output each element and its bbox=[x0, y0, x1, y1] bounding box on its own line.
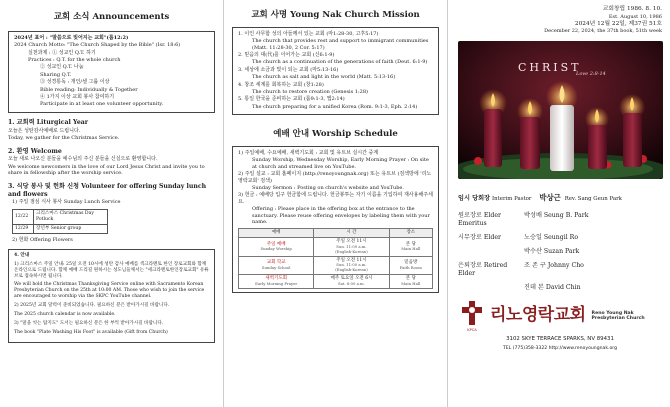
table-cell bbox=[389, 256, 432, 274]
motto-line: ④ 1가지 이상 교회 봉사 참여하기 bbox=[40, 94, 115, 100]
interim-role-en: Interim Pastor bbox=[492, 196, 532, 203]
founded-date-en: Est. August 10, 1986 bbox=[608, 13, 662, 20]
motto-line: Sharing Q.T. bbox=[40, 71, 72, 78]
table-cell bbox=[314, 238, 389, 256]
mission-item-ko: 2. 믿음의 대(代)를 이어가는 교회 (신6:1-9) bbox=[238, 52, 335, 59]
service-place-en: Main Hall bbox=[401, 280, 421, 286]
section-text: We welcome newcomers in the love of our Lord Jesus Christ and invite you to share in fellowship after the worship service. bbox=[8, 163, 205, 177]
service-place-en: Main Hall bbox=[401, 246, 421, 252]
section-title: 2. 환영 Welcome bbox=[8, 147, 62, 155]
schedule-title: 예배 안내 Worship Schedule bbox=[273, 129, 398, 140]
photo-subcaption: Love 2:8-14 bbox=[576, 71, 606, 78]
service-time: 주일 오전 11시 bbox=[336, 257, 367, 263]
interim-name-ko: 박상근 bbox=[539, 193, 561, 203]
schedule-text: 1) 주일예배, 수요예배, 새벽기도회 : 교회 및 유트브 실시간 중계 bbox=[238, 150, 379, 157]
staff-name: 조 존 구 Johnny Cho bbox=[524, 261, 584, 269]
founded-date: 교회창립 1986. 8. 10. bbox=[602, 6, 662, 12]
mission-item-en: The church as salt and light in the world (Matt. 5:13-16) bbox=[252, 74, 396, 81]
motto-line: ② 성교인 Q.T. 나눔 bbox=[40, 64, 84, 71]
section-text: 오늘 새로 나오신 분들을 예수님의 주신 분들을 신실으로 환영합니다. bbox=[8, 156, 158, 163]
table-header: 장소 bbox=[389, 229, 432, 238]
motto-line: Bible reading: Individually & Together bbox=[40, 86, 138, 93]
schedule-text: Offering : Please place in the offering box at the entrance to the sanctuary. Please reuse offering envelopes by labeling them with your name. bbox=[252, 206, 430, 225]
staff-row bbox=[458, 262, 662, 278]
mission-box bbox=[232, 27, 439, 115]
table-row bbox=[239, 275, 433, 289]
mission-item-ko: 5. 통일 한국을 준비하는 교회 (롬9:1-3, 엡2:14) bbox=[238, 96, 345, 103]
section-title: 3. 식당 봉사 및 헌화 신청 Volunteer for offering Sunday lunch and flowers bbox=[8, 182, 207, 198]
motto-line: 2024년 표어 : "말씀으로 빚어지는 교회"(롬12:2) bbox=[14, 34, 129, 41]
staff-list bbox=[458, 193, 662, 292]
service-name: 주일 예배 bbox=[266, 241, 286, 247]
church-address: 3102 SKYE TERRACE SPARKS, NV 89431 bbox=[506, 335, 614, 342]
notice-box bbox=[8, 249, 215, 343]
schedule-text: Sunday Worship, Wednesday Worship, Early Morning Prayer : On site at church and streamed live on YouTube. bbox=[252, 157, 429, 170]
table-cell bbox=[389, 275, 432, 289]
table-cell bbox=[314, 275, 389, 289]
staff-role: 시무장로 Elder bbox=[458, 233, 501, 241]
motto-line: 2024 Church Motto: "The Church Shaped by the Bible" (Isr. 18:6) bbox=[14, 42, 181, 49]
table-header: 시 간 bbox=[314, 229, 389, 238]
section-title: 1. 교회력 Liturgical Year bbox=[8, 118, 89, 126]
staff-row bbox=[458, 193, 662, 203]
table-cell bbox=[389, 238, 432, 256]
notice-text: The book "Plate Washing His Foot" is available (Gift from Church) bbox=[14, 329, 168, 335]
staff-name: 노승일 Seungil Ro bbox=[524, 233, 579, 241]
service-time: 매주 토요일 오전 6시 bbox=[330, 276, 373, 282]
motto-line: Practices : Q.T. for the whole church bbox=[28, 57, 121, 64]
staff-row bbox=[458, 284, 662, 292]
table-row bbox=[239, 238, 433, 256]
motto-line: ③ 성경통독 : 개인/셀 그룹 이상 bbox=[40, 79, 110, 86]
bulletin-meta bbox=[458, 6, 662, 35]
schedule-table bbox=[238, 228, 433, 288]
motto-box bbox=[8, 31, 215, 113]
section-text: 2) 헌화 Offering Flowers bbox=[12, 236, 73, 243]
announcements-column bbox=[0, 0, 224, 407]
church-contact: TEL (775)358-3322 http://www.renoyoungnak.org bbox=[502, 345, 618, 351]
kpca-label: KPCA bbox=[467, 328, 477, 333]
interim-role-ko: 임시 당회장 bbox=[458, 195, 491, 203]
service-time: 주일 오전 11시 bbox=[336, 239, 367, 245]
service-name-en: Sunday Worship bbox=[260, 246, 292, 252]
service-name-en: Sunday School bbox=[261, 264, 291, 270]
table-cell: 크리스마스 Christmas Day Potluck bbox=[34, 209, 108, 224]
schedule-text: 3) 헌금 : 예배당 입구 헌금함에 드립니다. 헌금봉투는 자기 이름을 기입하여 재사용해주세요. bbox=[238, 192, 433, 205]
table-cell: 12/29 bbox=[13, 224, 34, 233]
table-cell: 장년부 Senior group bbox=[34, 224, 108, 233]
interim-name-en: Rev. Sang Geun Park bbox=[564, 196, 622, 203]
church-name-en-line: Presbyterian Church bbox=[591, 316, 645, 322]
church-name-en-line: Reno Young Nak bbox=[591, 310, 634, 316]
staff-name: 박성배 Seung B. Park bbox=[524, 212, 589, 220]
service-place-en: Faith Room bbox=[399, 264, 422, 270]
notice-text: 2) 2025년 교회 달력이 준비되었습니다. 필요하신 분은 받아가시길 바랍니다. bbox=[14, 303, 170, 309]
mission-item-en: The church that provides rest and support to immigrant communities (Matt. 11:28-30, 2 Cor. 5:17) bbox=[252, 38, 429, 51]
mission-item-ko: 4. 창조 세계를 회복하는 교회 (창1:28) bbox=[238, 81, 324, 88]
mission-title: 교회 사명 Young Nak Church Mission bbox=[251, 10, 420, 20]
section-text: Today, we gather for the Christmas Service. bbox=[8, 135, 120, 142]
staff-name: 박수산 Suzan Park bbox=[524, 247, 580, 255]
service-name: 새벽기도회 bbox=[265, 276, 288, 282]
staff-role: 원로장로 Elder Emeritus bbox=[458, 212, 501, 227]
service-note: (English-Korean) bbox=[335, 267, 368, 273]
schedule-box bbox=[232, 146, 439, 293]
staff-row bbox=[458, 212, 662, 228]
announcements-title: 교회 소식 Announcements bbox=[53, 12, 170, 22]
cover-column bbox=[448, 0, 670, 407]
table-row bbox=[13, 224, 108, 233]
schedule-text: Sunday Sermon : Posting on church's website and YouTube. bbox=[252, 185, 404, 191]
section-text: 오늘은 성탄감사예배로 드립니다. bbox=[8, 127, 81, 134]
table-header: 예배 bbox=[239, 229, 314, 238]
staff-row bbox=[458, 248, 662, 256]
schedule-text: 2) 주일 설교 : 교회 홈페이지 (http://renoyoungnak.org) 또는 유트브 (검색방에 '리노영락교회' 검색) bbox=[238, 171, 432, 184]
advent-candles-image bbox=[458, 41, 663, 179]
notice-text: 1) 크리스마스 주일 안내: 25일 오전 10시에 성탄 감사 예배를 섹크라멘토 한인 장로교회와 함께 온라인으로 드립니다. 함께 예배 드리길 원하시는 성도님들께서는 "세크라멘토한인장로교회" 유튜브로 접속하시면 됩니다. bbox=[14, 261, 209, 279]
advent-candles-illustration bbox=[458, 41, 663, 179]
staff-name: 진데 본 David Chin bbox=[524, 283, 581, 291]
cross-icon bbox=[458, 300, 486, 333]
mission-item-ko: 1. 이인 사무함 성의 아들께서 있는 교회 (마1:28-30, 고후5:17) bbox=[238, 30, 379, 37]
mission-item-en: The church preparing for a unified Korea (Rom. 9:1-3, Eph. 2:14) bbox=[252, 103, 418, 110]
table-header-row bbox=[239, 229, 433, 238]
service-name: 교회 학교 bbox=[266, 259, 286, 265]
table-cell bbox=[314, 256, 389, 274]
service-place: 믿음방 bbox=[404, 259, 418, 265]
mission-schedule-column bbox=[224, 0, 448, 407]
church-name-en bbox=[592, 311, 645, 322]
motto-line: 실천과제 : ① 성교인 Q.T. 하기 bbox=[28, 49, 96, 56]
issue-date: 2024년 12월 22일, 제37권 51호 bbox=[574, 20, 662, 27]
issue-date-en: December 22, 2024, the 37th book, 51th week bbox=[544, 28, 662, 35]
table-row bbox=[239, 256, 433, 274]
table-row bbox=[13, 209, 108, 224]
service-note: (English-Korean) bbox=[335, 248, 368, 254]
staff-role: 은퇴장로 Retired Elder bbox=[458, 261, 508, 277]
service-place: 본 당 bbox=[405, 241, 416, 247]
table-cell bbox=[239, 275, 314, 289]
service-time-en: Sun. 11:00 a.m. bbox=[336, 262, 367, 268]
service-time-en: Sat. 6:00 a.m. bbox=[338, 280, 365, 286]
section-text: 1) 주일 점심 식사 봉사 Sunday Lunch Service bbox=[12, 199, 121, 206]
table-cell: 12/22 bbox=[13, 209, 34, 224]
lunch-table bbox=[12, 209, 108, 234]
notice-title: 4. 안내 bbox=[14, 252, 30, 258]
table-cell bbox=[239, 256, 314, 274]
photo-caption: CHRIST bbox=[518, 61, 582, 75]
service-place: 본 당 bbox=[405, 276, 416, 282]
church-name-ko: 리노영락교회 bbox=[490, 305, 586, 326]
motto-line: Participate in at least one volunteer opportunity. bbox=[40, 101, 164, 108]
table-cell bbox=[239, 238, 314, 256]
mission-item-en: The church as a continuation of the generations of faith (Deut. 6:1-9) bbox=[252, 59, 428, 66]
notice-text: The 2025 church calendar is now available. bbox=[14, 311, 116, 317]
mission-item-ko: 3. 세상에 소금과 빛이 되는 교회 (마5:13-16) bbox=[238, 66, 339, 73]
notice-text: We will hold the Christmas Thanksgiving Service online with Sacramento Korean Presbyterian Church on the 25th at 10:00 AM. Those who wish to join the service are encouraged to worship via the SKPC YouTube channel. bbox=[14, 282, 205, 300]
service-time-en: Sun. 11:00 a.m. bbox=[336, 243, 367, 249]
staff-row bbox=[458, 234, 662, 242]
notice-text: 3) "말을 씻는 탑지도" 도서는 필요하신 분은 한 부씩 받아가시길 바랍니다. bbox=[14, 320, 164, 326]
church-logo bbox=[458, 300, 662, 333]
service-name-en: Early Morning Prayer bbox=[255, 280, 298, 286]
mission-item-en: The church to restore creation (Genesis 1:28) bbox=[252, 89, 368, 95]
